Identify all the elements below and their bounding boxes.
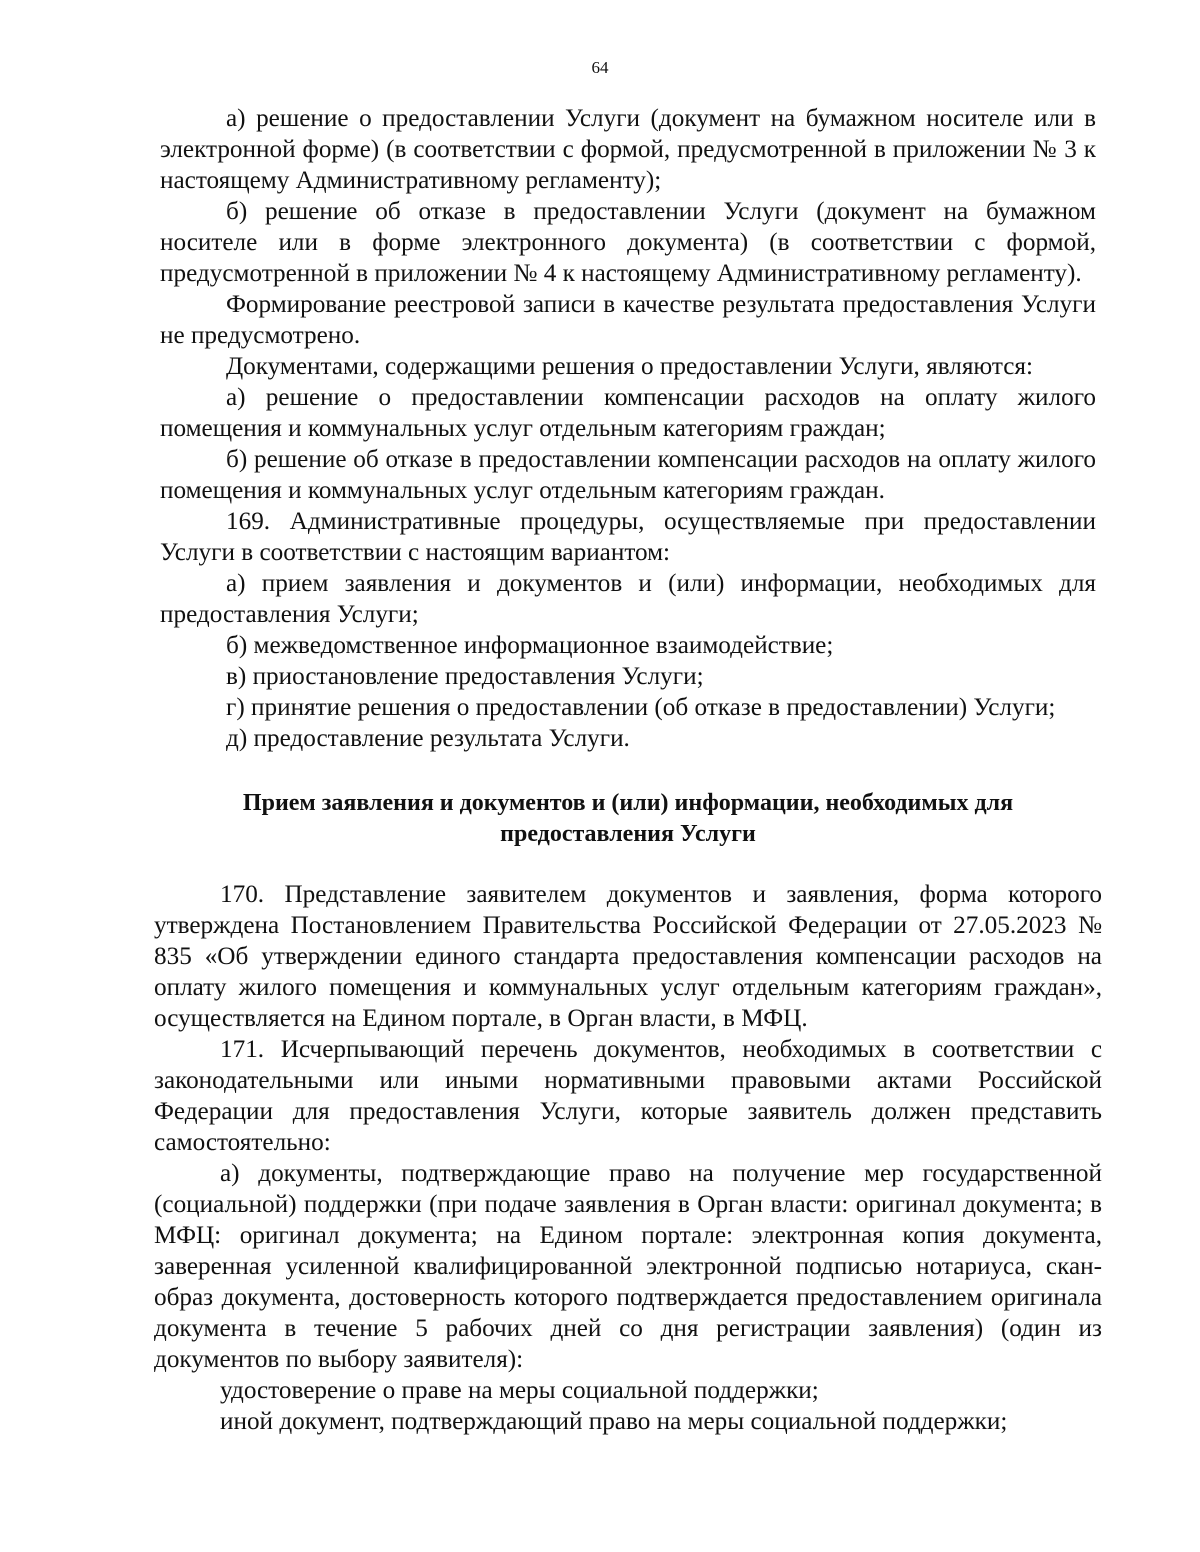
- paragraph-170: 170. Представление заявителем документов и заявления, форма которого утверждена Постановлением Правительства Российской Федерации от 27.05.2023 № 835 «Об утверждении единого стандарта предоставления компенсации расходов на оплату жилого помещения и коммунальных услуг отдельным категориям граждан», осуществляется на Едином портале, в Орган власти, в МФЦ.: [154, 881, 1102, 1032]
- paragraph-decision-documents: Документами, содержащими решения о предоставлении Услуги, являются:: [226, 353, 1033, 380]
- list-item-b-interagency: б) межведомственное информационное взаимодействие;: [226, 632, 834, 659]
- list-item-a-reception: а) прием заявления и документов и (или) информации, необходимых для предоставления Услуги;: [160, 570, 1096, 628]
- page-number: 64: [591, 58, 609, 77]
- paragraph-registry-record: Формирование реестровой записи в качестве результата предоставления Услуги не предусмотрено.: [160, 291, 1096, 349]
- list-item-g-decision: г) принятие решения о предоставлении (об отказе в предоставлении) Услуги;: [226, 694, 1056, 721]
- paragraph-result-decision-grant: а) решение о предоставлении Услуги (документ на бумажном носителе или в электронной форме) (в соответствии с формой, предусмотренной в приложении № 3 к настоящему Административному регламенту);: [160, 105, 1096, 194]
- paragraph-171: 171. Исчерпывающий перечень документов, необходимых в соответствии с законодательными или иными нормативными правовыми актами Российской Федерации для предоставления Услуги, которые заявитель должен представить самостоятельно:: [154, 1036, 1102, 1156]
- list-item-certificate: удостоверение о праве на меры социальной поддержки;: [220, 1377, 819, 1404]
- paragraph-171-a: а) документы, подтверждающие право на получение мер государственной (социальной) поддержки (при подаче заявления в Орган власти: оригинал документа; в МФЦ: оригинал документа; на Едином портале: электронная копия документа, заверенная усиленной квалифицированной электронной подписью нотариуса, скан-образ документа, достоверность которого подтверждается предоставлением оригинала документа в течение 5 рабочих дней со дня регистрации заявления) (один из документов по выбору заявителя):: [154, 1160, 1102, 1373]
- section-heading: Прием заявления и документов и (или) информации, необходимых для предоставления Услуги: [242, 790, 1014, 847]
- list-item-v-suspension: в) приостановление предоставления Услуги;: [226, 663, 704, 690]
- paragraph-decision-grant-compensation: а) решение о предоставлении компенсации расходов на оплату жилого помещения и коммунальных услуг отдельным категориям граждан;: [160, 384, 1096, 442]
- section-body: [154, 879, 1102, 1437]
- list-item-other-document: иной документ, подтверждающий право на меры социальной поддержки;: [220, 1408, 1008, 1435]
- paragraph-result-decision-refusal: б) решение об отказе в предоставлении Услуги (документ на бумажном носителе или в форме электронного документа) (в соответствии с формой, предусмотренной в приложении № 4 к настоящему Административному регламенту).: [160, 198, 1096, 287]
- paragraph-169: 169. Административные процедуры, осуществляемые при предоставлении Услуги в соответствии с настоящим вариантом:: [160, 508, 1096, 566]
- list-item-d-result: д) предоставление результата Услуги.: [226, 725, 630, 752]
- document-body: [154, 103, 1102, 1437]
- paragraph-decision-refusal-compensation: б) решение об отказе в предоставлении компенсации расходов на оплату жилого помещения и коммунальных услуг отдельным категориям граждан.: [160, 446, 1096, 504]
